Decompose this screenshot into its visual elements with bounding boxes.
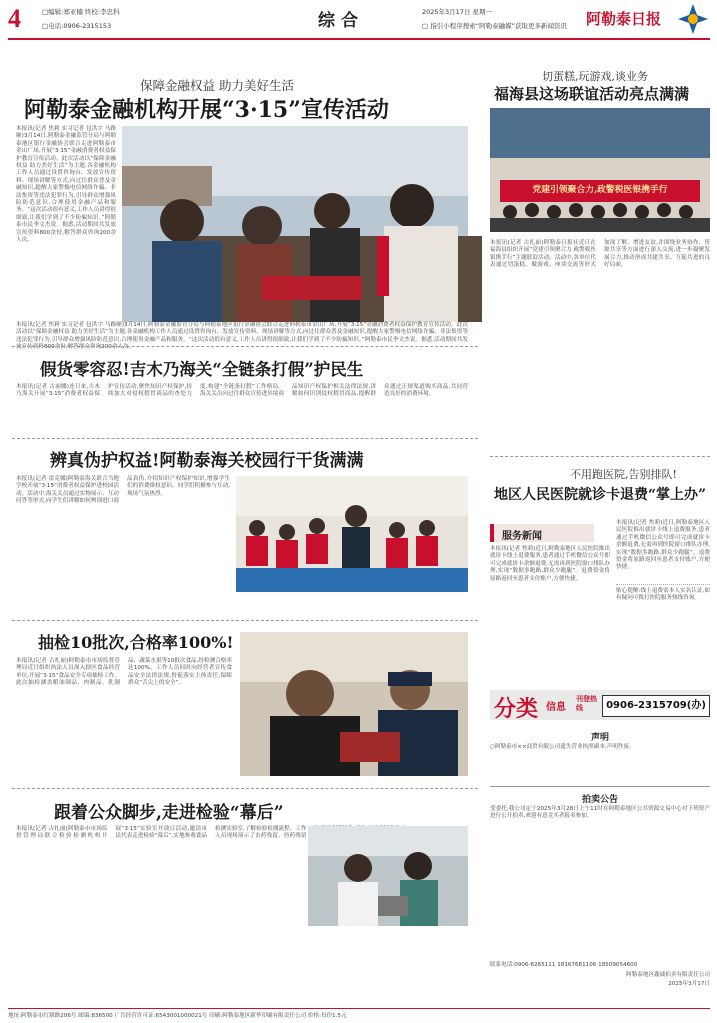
auction-company: 阿勒泰地区鑫诚拍卖有限责任公司 — [626, 972, 710, 978]
masthead-logo: 阿勒泰日报 — [586, 10, 662, 28]
header-rule — [8, 38, 710, 40]
a4-title: 抽检10批次,合格率100%! — [38, 633, 234, 652]
a1-title: 阿勒泰金融机构开展“3·15”宣传活动 — [24, 97, 389, 123]
auction-title: 拍卖公告 — [581, 795, 618, 805]
r2-title: 地区人民医院就诊卡退费“掌上办” — [494, 487, 707, 503]
auction-date: 2025年3月17日 — [668, 981, 710, 987]
auction-contact: 联系电话:0906-6265111 18167681106 18509054600 — [490, 962, 638, 968]
a1-body-col1: 本报讯(记者 焦莉 实习记者 包洪宇 马路顺)3月14日,阿勒泰金融监管分局与阿勒泰地区银行金融协会联合走进阿勒泰市金山广场,开展“3·15”金融消费者权益保护教育宣传活动。此次活动以“保障金融权益 助力美好生活”为主题,各金融机构工作人员通过设置咨询台、发放宣传资料、现场讲解等方式,向过往群众普及金融知识,提醒大家警惕电信网络诈骗、非法集资等违法犯罪行为,引导群众增强风险防范意识,合理使用金融产品和服务。“这次活动很有意义,工作人员讲得很细致,让我们学到了不少防骗知识。”阿勒泰市民李文杰说。据悉,活动期间共发放宣传资料800余份,解答群众咨询200余人次。 — [16, 126, 116, 244]
a4-body: 本报讯(记者 古扎丽)阿勒泰市市场监督管理局近日组织执法人员深入辖区食品经营单位,开展“3·15”食品安全专项抽检工作。此次抽检涵盖粮油制品、肉制品、乳制品、蔬菜水果等10批次食品,经检测合格率达100%。工作人员同时向经营者宣传食品安全法律法规,督促落实主体责任,保障群众“舌尖上的安全”。 — [16, 658, 232, 687]
a1-photo — [122, 126, 468, 322]
classifieds-label: 分类 — [494, 696, 539, 722]
statement-title: 声明 — [590, 733, 609, 743]
r1-kicker: 切蛋糕,玩游戏,谈业务 — [542, 70, 648, 83]
a2-title: 假货零容忍!吉木乃海关“全链条打假”护民生 — [40, 360, 364, 379]
a3-body: 本报讯(记者 雷克娜)阿勒泰海关联合当地学校开展“3·15”消费者权益保护进校园活动。活动中,海关关员通过实物展示、互动问答等形式,向学生们讲解如何辨别进口商品真伪,介绍知识产权保护知识,增强学生们的消费维权意识。同学们积极参与互动,现场气氛热烈。 — [16, 476, 230, 505]
hotline-number: 0906-2315709(办) — [602, 695, 710, 717]
editor-line: □编辑:郑亚楠 终校:李忠科 — [42, 8, 120, 16]
r2-tip: 贴心提醒:线上退费需本人实名认证,如有疑问可拨打医院服务热线咨询。 — [616, 584, 710, 688]
r2-body-col1: 本报讯(记者 焦莉)近日,阿勒泰地区人民医院推出就诊卡线上退费服务,患者通过手机微信公众号即可完成就诊卡余额退费,无需再到医院窗口排队办理,实现“数据多跑路,群众少跑腿”。退费资金将原路返回至患者支付账户,方便快捷。 — [490, 546, 610, 582]
a4-photo — [240, 632, 468, 776]
auction-body: 受委托,我公司定于2025年3月28日上午11时在阿勒泰地区公共资源交易中心对下列资产进行公开拍卖,欢迎有意竞买者报名参加。 — [490, 806, 710, 820]
page-number: 4 — [8, 4, 21, 33]
statement-body: ○阿勒泰市××商贸有限公司遗失营业执照副本,声明作废。 — [490, 744, 635, 750]
a1-body-continued: 本报讯(记者 焦莉 实习记者 包洪宇 马路顺)3月14日,阿勒泰金融监管分局与阿勒泰地区银行金融协会联合走进阿勒泰市金山广场,开展“3·15”金融消费者权益保护教育宣传活动。此次活动以“保障金融权益 助力美好生活”为主题,各金融机构工作人员通过设置咨询台、发放宣传资料、现场讲解等方式,向过往群众普及金融知识,提醒大家警惕电信网络诈骗、非法集资等违法犯罪行为,引导群众增强风险防范意识,合理使用金融产品和服务。“这次活动很有意义,工作人员讲得很细致,让我们学到了不少防骗知识。”阿勒泰市民李文杰说。据悉,活动期间共发放宣传资料800余份,解答群众咨询200余人次。 — [16, 322, 468, 351]
service-news-tag: 服务新闻 — [490, 524, 594, 542]
footer-info: 地址:阿勒泰市红墩路206号 邮编:836500 广告经营许可证:6543001000021号 印刷:阿勒泰地区新华印刷有限责任公司 价格:每份1.5元 — [8, 1013, 347, 1019]
phone-line: □电话:0906-2315153 — [42, 22, 112, 30]
a3-title: 辨真伪护权益!阿勒泰海关校园行干货满满 — [50, 451, 364, 471]
classifieds-header — [490, 690, 710, 720]
r1-photo — [490, 108, 710, 232]
r1-title: 福海县这场联谊活动亮点满满 — [494, 85, 690, 103]
classifieds-sublabel: 信息 — [546, 702, 566, 713]
a5-title: 跟着公众脚步,走进检验“幕后” — [54, 803, 284, 823]
r2-body-col2: 本报讯(记者 焦莉)近日,阿勒泰地区人民医院推出就诊卡线上退费服务,患者通过手机微信公众号即可完成就诊卡余额退费,无需再到医院窗口排队办理,实现“数据多跑路,群众少跑腿”。退费资金将原路返回至患者支付账户,方便快捷。 — [616, 520, 710, 571]
hotline-label: 刊登热线 — [576, 695, 597, 712]
tagline: □ 指引小程序搜索“阿勒泰融媒”获取更多新闻资讯 — [422, 22, 567, 30]
a1-kicker: 保障金融权益 助力美好生活 — [140, 78, 294, 93]
section-title: 综合 — [318, 11, 364, 31]
issue-date: 2025年3月17日 星期一 — [422, 8, 493, 16]
a3-photo — [236, 476, 468, 592]
masthead-emblem-icon — [676, 2, 710, 36]
r1-body: 本报讯(记者 古扎丽)阿勒泰日报社近日在福海县组织开展“党建引领聚合力 政警税医银携手行”主题联谊活动。活动中,各单位代表通过切蛋糕、做游戏、座谈交流等形式加深了解、增进友谊,并围绕业务协作、资源共享等方面进行深入交流,进一步凝聚发展合力,推动形成共建共享、互促共进的良好局面。 — [490, 240, 710, 269]
a5-photo — [308, 826, 468, 926]
a2-body: 本报讯(记者 古丽娜)连日来,吉木乃海关开展“3·15”消费者权益保护宣传活动,聚焦知识产权保护,持续加大对侵权假冒商品的查处力度,构建“全链条打假”工作格局。海关关员向过往群众宣传进出境商品知识产权保护相关法律法规,讲解如何识别侵权假冒商品,提醒群众通过正规渠道购买商品,共同营造良好的消费环境。 — [16, 384, 468, 398]
r1-banner-text: 党建引领聚合力,政警税医银携手行 — [532, 185, 668, 195]
a5-body: 本报讯(记者 古扎丽)阿勒泰市市场监督管理局联合检验检测机构开展“3·15”实验室开放日活动,邀请市民代表走进检验“幕后”,实地参观食品检测实验室,了解检验检测流程。工作人员现场演示了农药残留、兽药残留 — [16, 826, 307, 840]
r2-kicker: 不用跑医院,告别排队! — [570, 468, 677, 481]
